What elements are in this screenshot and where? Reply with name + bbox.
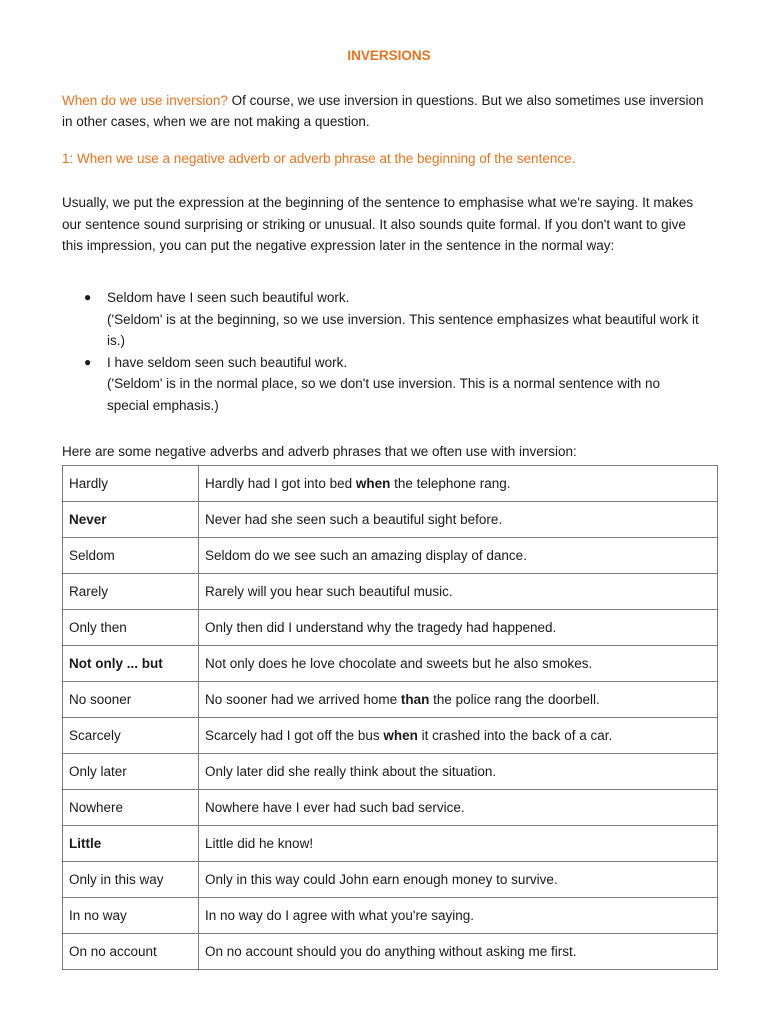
example-sentence: Seldom have I seen such beautiful work. bbox=[107, 290, 350, 305]
example-note-line1: ('Seldom' is at the beginning, so we use inversion. This sentence emphasizes what beautiful work it bbox=[107, 311, 699, 327]
adverb-cell: Seldom bbox=[63, 538, 199, 574]
example-cell bbox=[199, 538, 718, 574]
example-text: Only then did I understand why the tragedy had happened. bbox=[205, 620, 557, 635]
example-cell bbox=[199, 862, 718, 898]
adverb-cell: Only in this way bbox=[63, 862, 199, 898]
table-row bbox=[63, 754, 718, 790]
table-row bbox=[63, 718, 718, 754]
example-text: Not only does he love chocolate and sweets but he also smokes. bbox=[205, 656, 593, 671]
example-cell bbox=[199, 826, 718, 862]
list-item bbox=[62, 287, 722, 352]
example-note-line1: ('Seldom' is in the normal place, so we don't use inversion. This is a normal sentence with no bbox=[107, 376, 661, 391]
table-intro: Here are some negative adverbs and adverb phrases that we often use with inversion: bbox=[62, 444, 577, 459]
example-cell bbox=[199, 898, 718, 934]
example-text: Rarely will you hear such beautiful music. bbox=[205, 584, 453, 599]
table-row bbox=[63, 826, 718, 862]
table-row bbox=[63, 574, 718, 610]
example-note-line2: is.) bbox=[107, 333, 125, 348]
adverb-cell: Nowhere bbox=[63, 790, 199, 826]
example-text-end: it crashed into the back of a car. bbox=[417, 728, 613, 743]
example-text: Seldom do we see such an amazing display of dance. bbox=[205, 548, 527, 563]
example-cell bbox=[199, 646, 718, 682]
section-heading: 1: When we use a negative adverb or adverb phrase at the beginning of the sentence. bbox=[62, 151, 576, 166]
adverb-cell: Never bbox=[63, 502, 199, 538]
table-row bbox=[63, 862, 718, 898]
intro-paragraph bbox=[62, 90, 722, 132]
table-row bbox=[63, 934, 718, 970]
example-text: Only in this way could John earn enough money to survive. bbox=[205, 872, 558, 887]
example-text: In no way do I agree with what you're saying. bbox=[205, 908, 474, 923]
emphasis-word: than bbox=[400, 692, 430, 707]
example-cell bbox=[199, 502, 718, 538]
adverb-cell: On no account bbox=[63, 934, 199, 970]
example-text: Never had she seen such a beautiful sight before. bbox=[205, 512, 503, 527]
table-row bbox=[63, 502, 718, 538]
example-text: Nowhere have I ever had such bad service. bbox=[205, 800, 465, 815]
adverb-cell: Little bbox=[63, 826, 199, 862]
bullet-dot-icon: ● bbox=[84, 290, 92, 304]
adverb-cell: Not only ... but bbox=[63, 646, 199, 682]
adverb-cell: No sooner bbox=[63, 682, 199, 718]
adverbs-table bbox=[62, 465, 718, 970]
table-row bbox=[63, 610, 718, 646]
example-text: Only later did she really think about the situation. bbox=[205, 764, 497, 779]
example-note-line2: special emphasis.) bbox=[107, 397, 219, 413]
adverb-cell: Only then bbox=[63, 610, 199, 646]
example-text-end: the telephone rang. bbox=[390, 476, 511, 491]
intro-text-line2: in other cases, when we are not making a question. bbox=[62, 114, 370, 129]
example-text: Little did he know! bbox=[205, 836, 314, 851]
example-text: On no account should you do anything without asking me first. bbox=[205, 944, 577, 959]
emphasis-word: when bbox=[383, 728, 418, 743]
example-list bbox=[62, 287, 722, 416]
intro-question: When do we use inversion? bbox=[62, 93, 228, 108]
adverb-cell: Only later bbox=[63, 754, 199, 790]
table-row bbox=[63, 898, 718, 934]
table-row bbox=[63, 466, 718, 502]
example-cell bbox=[199, 718, 718, 754]
paragraph-line1: Usually, we put the expression at the beginning of the sentence to emphasise what we're saying. It makes bbox=[62, 195, 694, 210]
adverb-cell: In no way bbox=[63, 898, 199, 934]
example-cell bbox=[199, 574, 718, 610]
example-cell bbox=[199, 466, 718, 502]
bullet-dot-icon: ● bbox=[84, 354, 92, 369]
example-text-end: the police rang the doorbell. bbox=[429, 692, 600, 707]
intro-text-line1: Of course, we use inversion in questions. But we also sometimes use inversion bbox=[227, 93, 704, 108]
example-text: Scarcely had I got off the bus bbox=[205, 728, 384, 743]
paragraph-line2: our sentence sound surprising or striking or unusual. It also sounds quite formal. If you don't want to give bbox=[62, 216, 686, 232]
page-title: INVERSIONS bbox=[347, 48, 431, 63]
table-row bbox=[63, 682, 718, 718]
example-cell bbox=[199, 934, 718, 970]
adverb-cell: Hardly bbox=[63, 466, 199, 502]
adverb-cell: Rarely bbox=[63, 574, 199, 610]
table-row bbox=[63, 538, 718, 574]
list-item bbox=[62, 352, 722, 417]
table-row bbox=[63, 646, 718, 682]
adverb-cell: Scarcely bbox=[63, 718, 199, 754]
example-sentence: I have seldom seen such beautiful work. bbox=[107, 354, 348, 370]
emphasis-word: when bbox=[355, 476, 391, 491]
example-cell bbox=[199, 610, 718, 646]
example-cell bbox=[199, 682, 718, 718]
example-text: Hardly had I got into bed bbox=[205, 476, 356, 491]
table-row bbox=[63, 790, 718, 826]
example-cell bbox=[199, 754, 718, 790]
example-cell bbox=[199, 790, 718, 826]
example-text: No sooner had we arrived home bbox=[205, 692, 401, 707]
paragraph-line3: this impression, you can put the negative expression later in the sentence in the normal way: bbox=[62, 238, 615, 253]
explanation-paragraph bbox=[62, 192, 722, 257]
